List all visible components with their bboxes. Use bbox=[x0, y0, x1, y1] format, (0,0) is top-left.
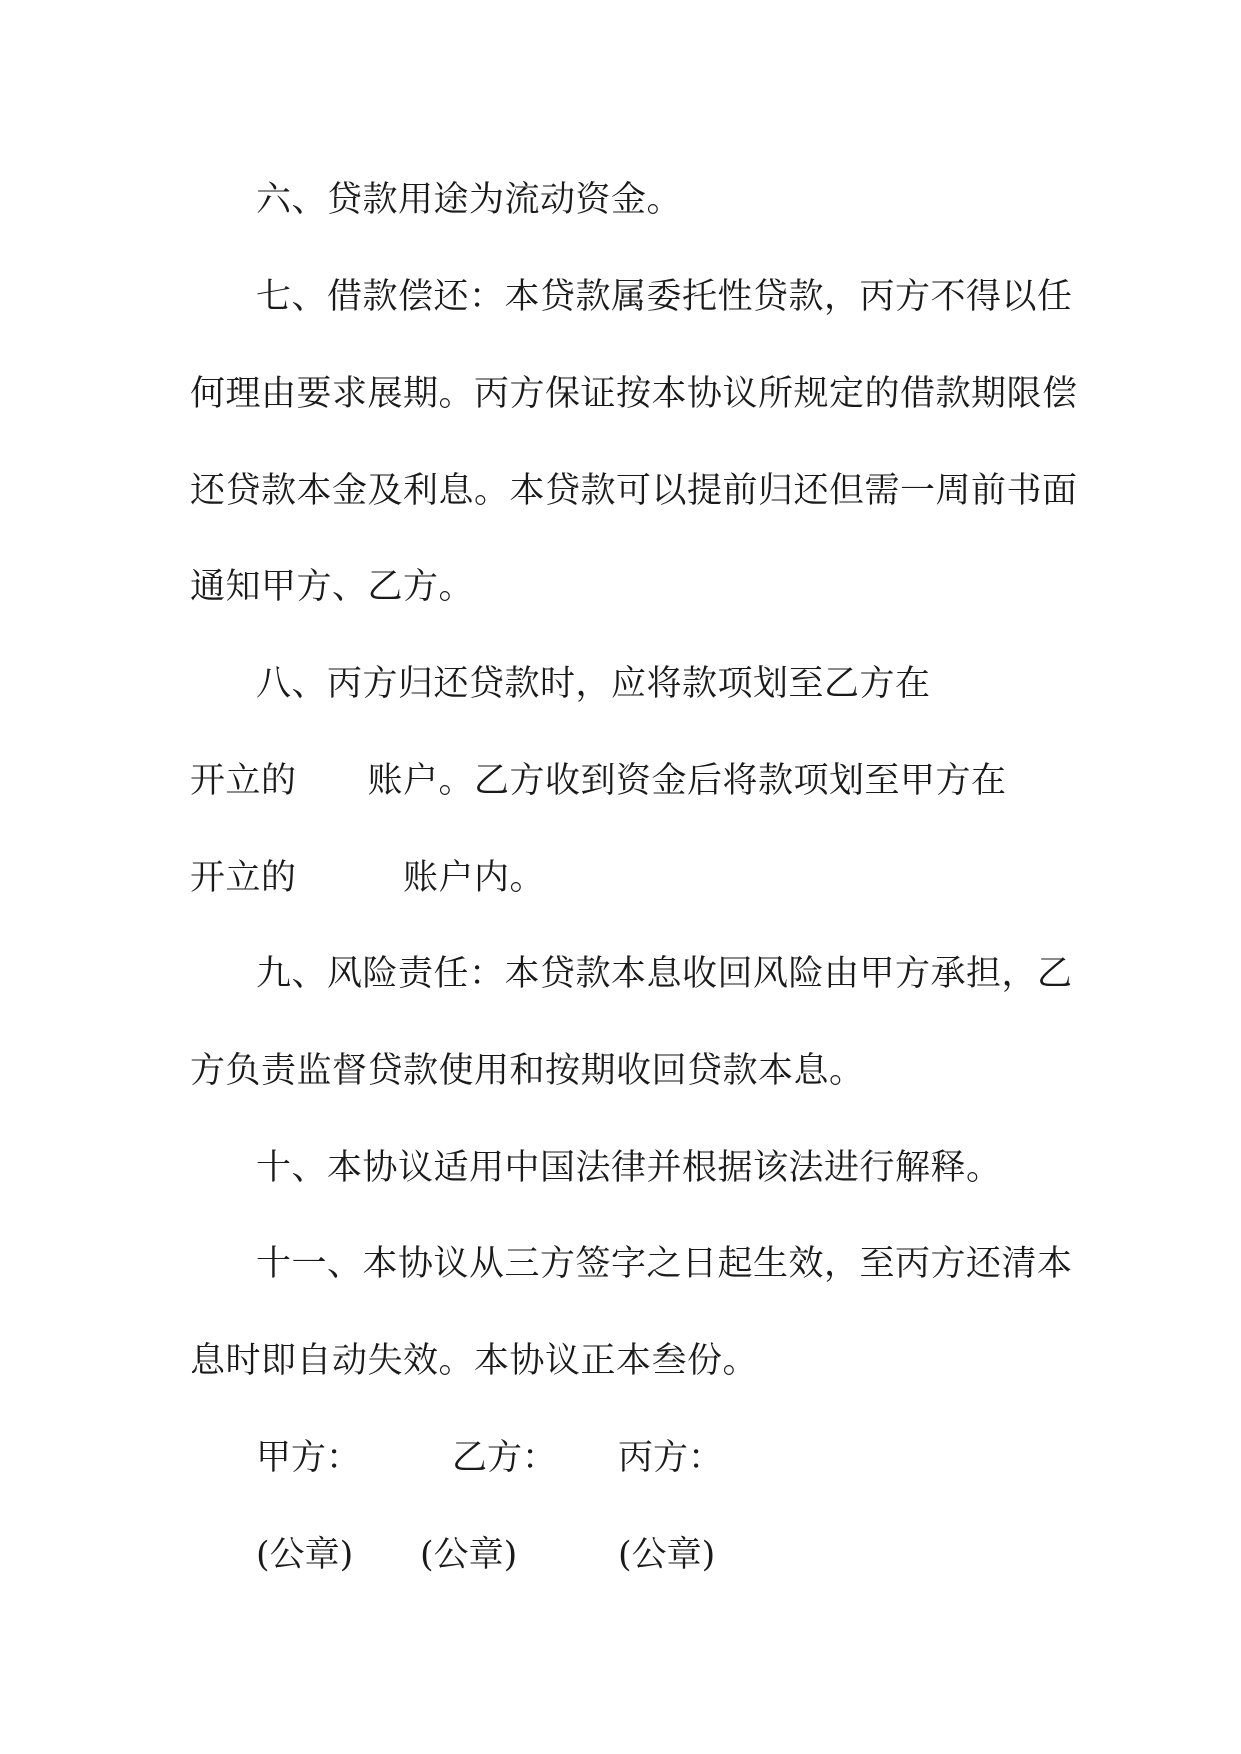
party-c-seal: (公章) bbox=[618, 1535, 716, 1575]
clause-8-line-1: 八、丙方归还贷款时，应将款项划至乙方在 bbox=[256, 664, 931, 704]
clause-11-line-2: 息时即自动失效。本协议正本叁份。 bbox=[190, 1341, 759, 1381]
clause-8-line-3: 开立的 账户内。 bbox=[190, 858, 546, 898]
party-c-label: 丙方： bbox=[618, 1438, 724, 1478]
clause-10-line-1: 十、本协议适用中国法律并根据该法进行解释。 bbox=[256, 1148, 1002, 1188]
party-a-seal: (公章) bbox=[256, 1535, 354, 1575]
party-b-seal: (公章) bbox=[420, 1535, 518, 1575]
clause-7-line-1: 七、借款偿还：本贷款属委托性贷款，丙方不得以任 bbox=[256, 277, 1073, 317]
clause-7-line-3: 还贷款本金及利息。本贷款可以提前归还但需一周前书面 bbox=[190, 471, 1078, 511]
party-b-label: 乙方： bbox=[452, 1438, 558, 1478]
clause-9-line-2: 方负责监督贷款使用和按期收回贷款本息。 bbox=[190, 1051, 865, 1091]
clause-9-line-1: 九、风险责任：本贷款本息收回风险由甲方承担，乙 bbox=[256, 954, 1073, 994]
clause-7-line-2: 何理由要求展期。丙方保证按本协议所规定的借款期限偿 bbox=[190, 374, 1078, 414]
clause-6-line-1: 六、贷款用途为流动资金。 bbox=[256, 180, 683, 220]
clause-8-line-2: 开立的 账户。乙方收到资金后将款项划至甲方在 bbox=[190, 761, 1007, 801]
clause-11-line-1: 十一、本协议从三方签字之日起生效，至丙方还清本 bbox=[256, 1244, 1073, 1284]
clause-7-line-4: 通知甲方、乙方。 bbox=[190, 567, 475, 607]
party-a-label: 甲方： bbox=[256, 1438, 362, 1478]
